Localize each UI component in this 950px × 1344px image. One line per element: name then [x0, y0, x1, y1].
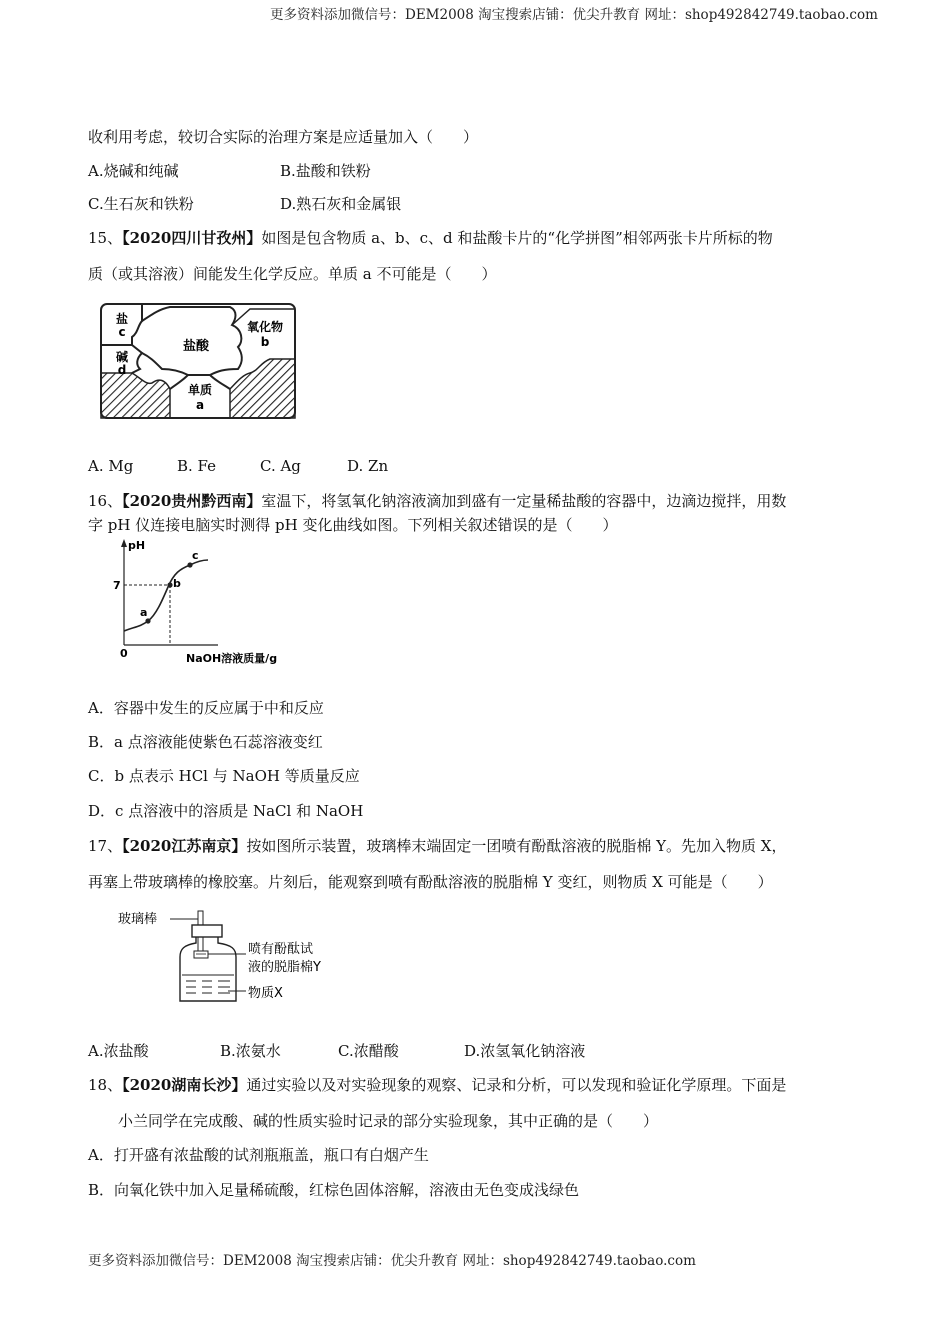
origin-label: 0	[120, 647, 128, 660]
q17-line2: 再塞上带玻璃棒的橡胶塞。片刻后，能观察到喷有酚酞溶液的脱脂棉 Y 变红，则物质 X 可能是（ ）	[88, 873, 773, 891]
q15-option-b: B. Fe	[177, 457, 217, 475]
q17-source: 【2020江苏南京】	[122, 837, 247, 855]
hatched-area-left	[101, 373, 170, 418]
bottle	[180, 937, 236, 1001]
apparatus-figure	[118, 909, 348, 1009]
label-oxide: 氧化物	[246, 320, 284, 334]
q15-line1	[88, 228, 773, 248]
q18-number: 18、	[88, 1076, 123, 1094]
q17-option-d: D.浓氢氧化钠溶液	[464, 1042, 586, 1060]
q18-option-a: A．打开盛有浓盐酸的试剂瓶瓶盖，瓶口有白烟产生	[88, 1146, 429, 1164]
q16-option-c: C．b 点表示 HCl 与 NaOH 等质量反应	[88, 767, 360, 785]
q18-source: 【2020湖南长沙】	[122, 1076, 247, 1094]
point-a-label: a	[140, 606, 148, 619]
chemistry-puzzle-figure	[100, 303, 296, 419]
q18-line1	[88, 1075, 786, 1095]
q15-text1: 如图是包含物质 a、b、c、d 和盐酸卡片的“化学拼图”相邻两张卡片所标的物	[261, 229, 773, 247]
q14-option-c: C.生石灰和铁粉	[88, 195, 194, 213]
q18-option-b: B．向氧化铁中加入足量稀硫酸，红棕色固体溶解，溶液由无色变成浅绿色	[88, 1181, 580, 1199]
label-a: a	[195, 398, 205, 412]
label-substance-x: 物质X	[248, 986, 283, 1001]
q16-option-b: B．a 点溶液能使紫色石蕊溶液变红	[88, 733, 323, 751]
q17-option-a: A.浓盐酸	[88, 1042, 149, 1060]
cotton-y	[194, 951, 208, 958]
label-base: 碱	[115, 350, 129, 364]
x-axis-label: NaOH溶液质量/g	[186, 652, 278, 665]
q17-number: 17、	[88, 837, 123, 855]
q15-option-a: A. Mg	[88, 457, 134, 475]
label-cotton-1: 喷有酚酞试	[248, 942, 314, 957]
q15-line2: 质（或其溶液）间能发生化学反应。单质 a 不可能是（ ）	[88, 265, 497, 283]
q18-line2: 小兰同学在完成酸、碱的性质实验时记录的部分实验现象，其中正确的是（ ）	[118, 1112, 659, 1130]
q14-option-a: A.烧碱和纯碱	[88, 162, 179, 180]
q15-option-d: D. Zn	[347, 457, 389, 475]
q18-text1: 通过实验以及对实验现象的观察、记录和分析，可以发现和验证化学原理。下面是	[246, 1076, 787, 1094]
point-b-marker	[167, 582, 172, 587]
label-b: b	[260, 335, 270, 349]
label-salt: 盐	[115, 312, 129, 326]
label-d: d	[117, 363, 127, 377]
rubber-stopper	[192, 925, 222, 937]
q16-number: 16、	[88, 492, 123, 510]
page-header: 更多资料添加微信号：DEM2008 淘宝搜索店铺：优尖升教育 网址：shop492842749.taobao.com	[270, 7, 878, 23]
point-b-label: b	[173, 577, 181, 590]
tick-7: 7	[113, 579, 121, 592]
q14-stem-tail: 收利用考虑，较切合实际的治理方案是应适量加入（ ）	[88, 128, 479, 146]
ph-curve-figure	[110, 535, 290, 667]
q16-line1	[88, 491, 786, 511]
label-cotton-2: 液的脱脂棉Y	[248, 960, 321, 975]
q17-option-c: C.浓醋酸	[338, 1042, 399, 1060]
q14-option-d: D.熟石灰和金属银	[280, 195, 402, 213]
label-c: c	[118, 325, 126, 339]
q16-option-a: A．容器中发生的反应属于中和反应	[88, 699, 324, 717]
label-acid: 盐酸	[182, 339, 210, 354]
q16-option-d: D．c 点溶液中的溶质是 NaCl 和 NaOH	[88, 802, 364, 820]
y-axis-label: pH	[128, 539, 146, 552]
q16-source: 【2020贵州黔西南】	[122, 492, 262, 510]
label-element: 单质	[187, 383, 213, 397]
q16-line2: 字 pH 仪连接电脑实时测得 pH 变化曲线如图。下列相关叙述错误的是（ ）	[88, 516, 618, 534]
q16-text1: 室温下，将氢氧化钠溶液滴加到盛有一定量稀盐酸的容器中，边滴边搅拌，用数	[261, 492, 787, 510]
point-c-marker	[187, 562, 192, 567]
q17-text1: 按如图所示装置，玻璃棒末端固定一团喷有酚酞溶液的脱脂棉 Y。先加入物质 X，	[246, 837, 787, 855]
q15-number: 15、	[88, 229, 123, 247]
q17-option-b: B.浓氨水	[220, 1042, 281, 1060]
label-glass-rod: 玻璃棒	[118, 912, 158, 927]
point-a-marker	[145, 618, 150, 623]
q14-option-b: B.盐酸和铁粉	[280, 162, 371, 180]
point-c-label: c	[192, 549, 199, 562]
q17-line1	[88, 836, 786, 856]
y-axis-arrow	[121, 539, 127, 547]
q15-option-c: C. Ag	[260, 457, 301, 475]
q15-source: 【2020四川甘孜州】	[122, 229, 262, 247]
page-footer: 更多资料添加微信号：DEM2008 淘宝搜索店铺：优尖升教育 网址：shop492842749.taobao.com	[88, 1253, 696, 1269]
ph-curve	[124, 560, 208, 631]
